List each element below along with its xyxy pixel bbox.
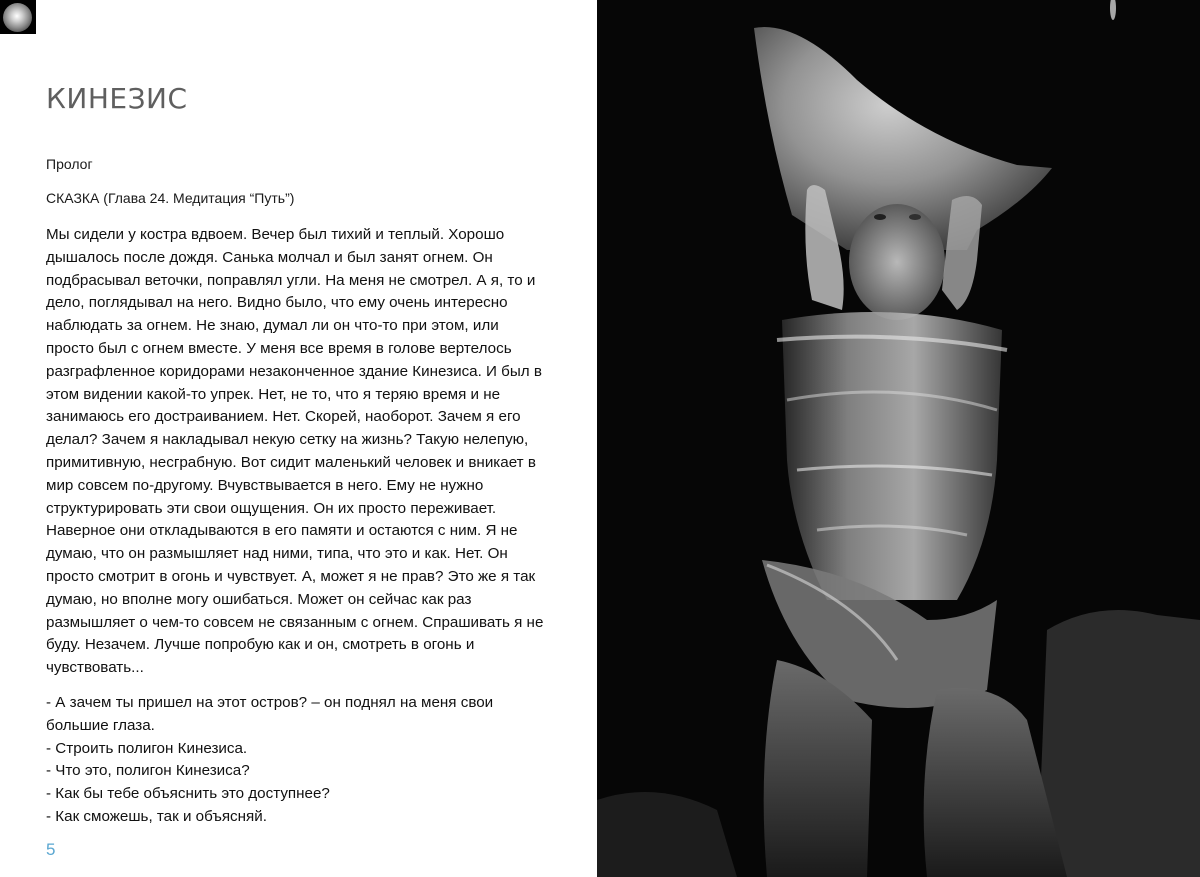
- text-line: думаю, что он размышляет над ними, типа, что это и как. Нет. Он: [46, 545, 508, 563]
- text-line: наблюдать за огнем. Не знаю, думал ли он что-то при этом, или: [46, 317, 499, 335]
- dialogue-line: - Строить полигон Кинезиса.: [46, 739, 248, 757]
- text-line: Мы сидели у костра вдвоем. Вечер был тихий и теплый. Хорошо: [46, 226, 505, 243]
- text-line: думаю, но вполне могу ошибаться. Может он сейчас как раз: [46, 590, 472, 608]
- dialogue-line: большие глаза.: [46, 716, 155, 734]
- page-title: КИНЕЗИС: [46, 82, 188, 115]
- text-line: подбрасывал веточки, поправлял угли. На меня не смотрел. А я, то и: [46, 271, 536, 289]
- text-line: примитивную, несграбную. Вот сидит маленький человек и вникает в: [46, 453, 536, 471]
- chapter-label: СКАЗКА (Глава 24. Медитация “Путь”): [46, 190, 295, 206]
- page-number: 5: [46, 840, 56, 859]
- text-line: этом видении какой-то упрек. Нет, не то, что я теряю время и не: [46, 385, 501, 403]
- text-line: просто был с огнем вместе. У меня все время в голове вертелось: [46, 339, 512, 357]
- text-line: размышляет о чем-то совсем не связанным с огнем. Спрашивать я не: [46, 613, 544, 631]
- dialogue-line: - Что это, полигон Кинезиса?: [46, 762, 250, 780]
- text-line: дышалось после дождя. Санька молчал и был занят огнем. Он: [46, 248, 493, 266]
- body-text: [46, 224, 566, 829]
- text-page: [0, 0, 597, 877]
- text-line: дело, поглядывал на него. Видно было, что ему очень интересно: [46, 294, 508, 312]
- text-line: просто смотрит в огонь и чувствует. А, может я не прав? Это же я так: [46, 567, 536, 585]
- text-line: разграфленное коридорами незаконченное здание Кинезиса. И был в: [46, 362, 542, 380]
- dialogue-block: [46, 692, 566, 829]
- text-line: мир совсем по-другому. Вчувствывается в него. Ему не нужно: [46, 476, 484, 494]
- dialogue-line: - А зачем ты пришел на этот остров? – он поднял на меня свои: [46, 693, 494, 711]
- text-line: делал? Зачем я накладывал некую сетку на жизнь? Такую нелепую,: [46, 431, 529, 449]
- text-line: чувствовать...: [46, 659, 144, 677]
- dialogue-line: - Как бы тебе объяснить это доступнее?: [46, 785, 330, 803]
- photo-illustration: [597, 0, 1200, 877]
- text-line: занимаюсь его достраиванием. Нет. Скорей, наоборот. Зачем я его: [46, 408, 521, 426]
- photograph: [597, 0, 1200, 877]
- text-line: Наверное они откладываются в его памяти и остаются с ним. Я не: [46, 522, 518, 540]
- dialogue-line: - Как сможешь, так и объясняй.: [46, 807, 267, 825]
- section-label: Пролог: [46, 156, 93, 172]
- narrative-paragraph: [46, 224, 566, 680]
- text-line: структурировать эти свои ощущения. Он их просто переживает.: [46, 499, 497, 517]
- text-line: буду. Незачем. Лучше попробую как и он, смотреть в огонь и: [46, 636, 475, 654]
